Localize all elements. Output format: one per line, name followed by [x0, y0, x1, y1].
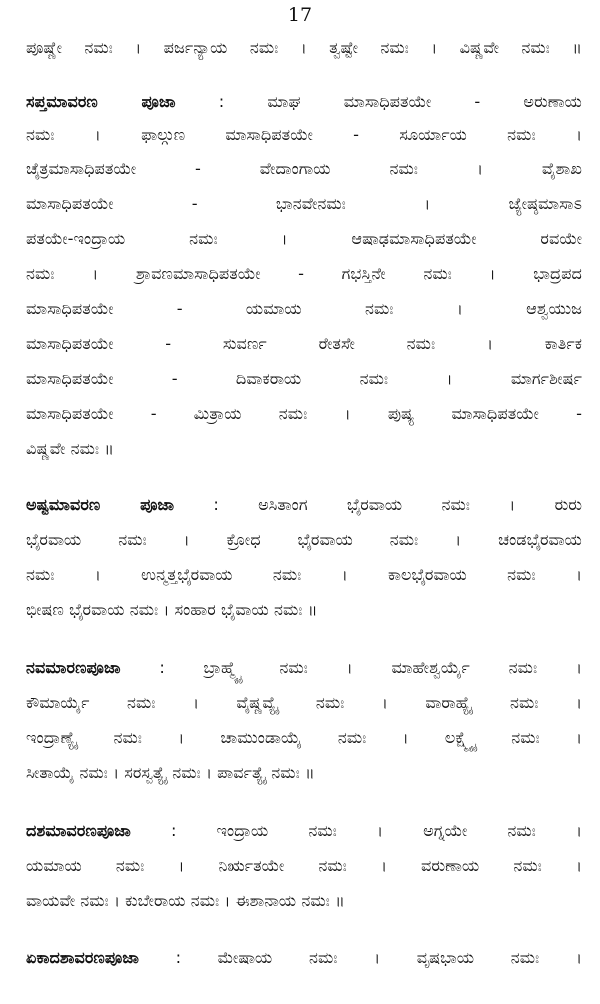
section-first-line: [26, 948, 582, 968]
text-line: ಮಾಸಾಧಿಪತಯೇ - ಯಮಾಯ ನಮಃ । ಆಶ್ವಯುಜ: [26, 299, 582, 318]
section-first-line: [26, 821, 582, 841]
text-line: ನಮಃ । ಶ್ರಾವಣಮಾಸಾಧಿಪತಯೇ - ಗಭಸ್ತಿನೇ ನಮಃ । ಭಾದ್ರಪದ: [26, 264, 582, 283]
text-line: ಇಂದ್ರಾಣ್ಯೈ ನಮಃ । ಚಾಮುಂಡಾಯೈ ನಮಃ । ಲಕ್ಷ್ಮ್ಯೈ ನಮಃ ।: [26, 728, 582, 747]
text-line: ಮಾಸಾಧಿಪತಯೇ - ದಿವಾಕರಾಯ ನಮಃ । ಮಾರ್ಗಶೀರ್ಷ: [26, 369, 582, 388]
text-line: ಕೌಮಾರ್ಯೈ ನಮಃ । ವೈಷ್ಣವ್ಯೈ ನಮಃ । ವಾರಾಹ್ಯೈ ನಮಃ ।: [26, 693, 582, 712]
section-text: : ಬ್ರಾಹ್ಮ್ಯೈ ನಮಃ । ಮಾಹೇಶ್ವರ್ಯೈ ನಮಃ ।: [159, 658, 582, 677]
text-line: ವಾಯವೇ ನಮಃ । ಕುಬೇರಾಯ ನಮಃ । ಈಶಾನಾಯ ನಮಃ ॥: [26, 891, 345, 910]
section-first-line: [26, 495, 582, 515]
section-heading: ದಶಮಾವರಣಪೂಜಾ: [26, 821, 131, 840]
section-text: : ಅಸಿತಾಂಗ ಭೈರವಾಯ ನಮಃ । ರುರು: [213, 495, 583, 514]
text-line: ಮಾಸಾಧಿಪತಯೇ - ಭಾನವೇನಮಃ । ಜ್ಯೇಷ್ಠಮಾಸಾಽ: [26, 194, 582, 213]
text-line: ಪೂಷ್ಣೇ ನಮಃ । ಪರ್ಜನ್ಯಾಯ ನಮಃ । ತ್ವಷ್ಟೇ ನಮಃ । ವಿಷ್ಣವೇ ನಮಃ ॥: [26, 38, 582, 57]
text-line: ಪತಯೇ-ಇಂದ್ರಾಯ ನಮಃ । ಆಷಾಢಮಾಸಾಧಿಪತಯೇ ರವಯೇ: [26, 229, 582, 248]
section-text: : ಇಂದ್ರಾಯ ನಮಃ । ಅಗ್ನಯೇ ನಮಃ ।: [170, 821, 582, 840]
text-line: ಯಮಾಯ ನಮಃ । ನಿರ್ಋತಯೇ ನಮಃ । ವರುಣಾಯ ನಮಃ ।: [26, 856, 582, 875]
section-text: : ಮೇಷಾಯ ನಮಃ । ವೃಷಭಾಯ ನಮಃ ।: [175, 948, 582, 967]
section-first-line: [26, 92, 582, 112]
section-heading: ನವಮಾರಣಪೂಜಾ: [26, 658, 121, 677]
text-line: ಮಾಸಾಧಿಪತಯೇ - ಸುವರ್ಣ ರೇತಸೇ ನಮಃ । ಕಾರ್ತಿಕ: [26, 334, 582, 353]
text-line: ಸೀತಾಯೈ ನಮಃ । ಸರಸ್ವತ್ಯೈ ನಮಃ । ಪಾರ್ವತ್ಯೈ ನಮಃ ॥: [26, 763, 315, 782]
text-line: ನಮಃ । ಫಾಲ್ಗುಣ ಮಾಸಾಧಿಪತಯೇ - ಸೂರ್ಯಾಯ ನಮಃ ।: [26, 125, 582, 144]
text-line: ಭೈರವಾಯ ನಮಃ । ಕ್ರೋಧ ಭೈರವಾಯ ನಮಃ । ಚಂಡಭೈರವಾಯ: [26, 530, 582, 549]
text-line: ವಿಷ್ಣವೇ ನಮಃ ॥: [26, 439, 115, 458]
section-heading: ಸಪ್ತಮಾವರಣ ಪೂಜಾ: [26, 92, 176, 111]
section-first-line: [26, 658, 582, 678]
text-line: ಭೀಷಣ ಭೈರವಾಯ ನಮಃ । ಸಂಹಾರ ಭೈವಾಯ ನಮಃ ॥: [26, 600, 318, 619]
section-text: : ಮಾಘ ಮಾಸಾಧಿಪತಯೇ - ಅರುಣಾಯ: [218, 92, 582, 111]
text-line: ನಮಃ । ಉನ್ಮತ್ತಭೈರವಾಯ ನಮಃ । ಕಾಲಭೈರವಾಯ ನಮಃ ।: [26, 565, 582, 584]
section-heading: ಏಕಾದಶಾವರಣಪೂಜಾ: [26, 948, 139, 967]
page-number: 17: [287, 4, 313, 26]
section-heading: ಅಷ್ಟಮಾವರಣ ಪೂಜಾ: [26, 495, 175, 514]
text-line: ಮಾಸಾಧಿಪತಯೇ - ಮಿತ್ರಾಯ ನಮಃ । ಪುಷ್ಯ ಮಾಸಾಧಿಪತಯೇ -: [26, 404, 582, 423]
text-line: ಚೈತ್ರಮಾಸಾಧಿಪತಯೇ - ವೇದಾಂಗಾಯ ನಮಃ । ವೈಶಾಖ: [26, 159, 582, 178]
